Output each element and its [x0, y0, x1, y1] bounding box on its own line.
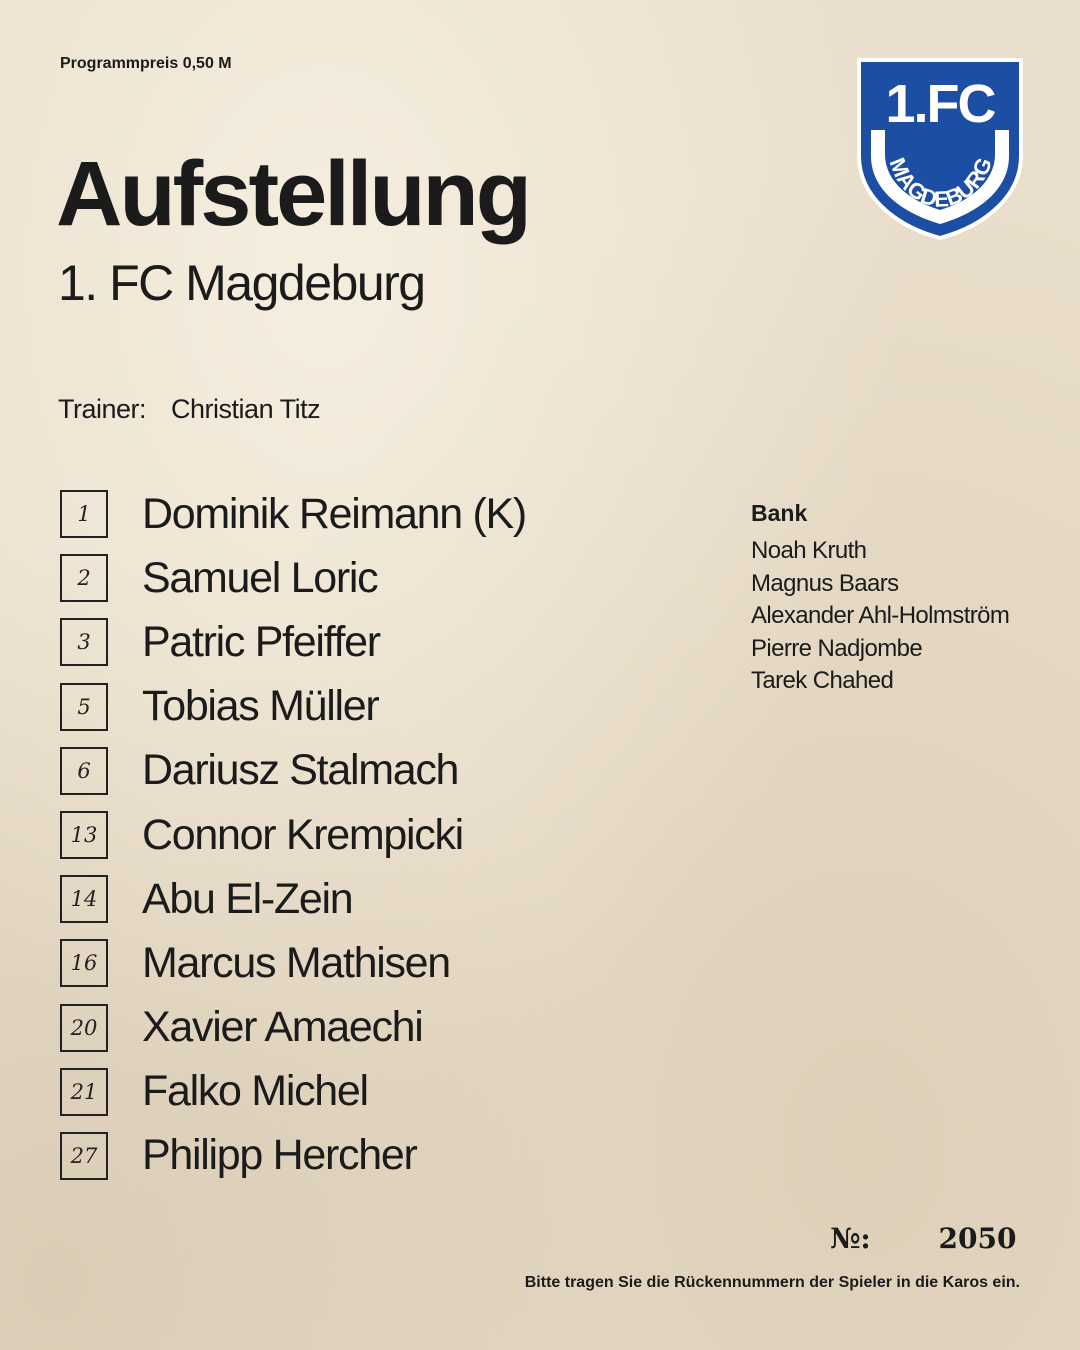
number-box[interactable]: 16 [60, 939, 108, 987]
lineup-row [60, 482, 526, 546]
lineup-row [60, 1124, 526, 1188]
bench-list [751, 535, 1009, 698]
lineup-row [60, 931, 526, 995]
lineup-row [60, 867, 526, 931]
player-name: Xavier Amaechi [142, 1003, 423, 1052]
player-name: Dariusz Stalmach [142, 746, 459, 795]
player-name: Philipp Hercher [142, 1131, 417, 1180]
bench-player: Tarek Chahed [751, 667, 894, 694]
player-name: Connor Krempicki [142, 810, 463, 859]
lineup-row [60, 1060, 526, 1124]
lineup-row [60, 610, 526, 674]
number-box[interactable]: 6 [60, 747, 108, 795]
number-box[interactable]: 5 [60, 683, 108, 731]
program-price: Programmpreis 0,50 M [60, 55, 232, 72]
bench-title: Bank [751, 500, 808, 526]
number-box[interactable]: 2 [60, 554, 108, 602]
player-name: Tobias Müller [142, 682, 379, 731]
player-name: Samuel Loric [142, 553, 378, 602]
bench-player: Alexander Ahl-Holmström [751, 602, 1010, 629]
trainer-label: Trainer: [58, 394, 147, 424]
number-box[interactable]: 13 [60, 811, 108, 859]
number-box[interactable]: 1 [60, 490, 108, 538]
lineup-row [60, 675, 526, 739]
number-box[interactable]: 20 [60, 1004, 108, 1052]
lineup-row [60, 803, 526, 867]
bench-player: Noah Kruth [751, 537, 867, 564]
player-name: Falko Michel [142, 1067, 368, 1116]
trainer-line [58, 394, 320, 425]
number-box[interactable]: 21 [60, 1068, 108, 1116]
number-box[interactable]: 3 [60, 618, 108, 666]
starting-lineup [60, 482, 526, 1188]
lineup-row [60, 739, 526, 803]
player-name: Marcus Mathisen [142, 938, 450, 987]
bench-player: Magnus Baars [751, 569, 899, 597]
serial-number [830, 1222, 1016, 1255]
footer-note: Bitte tragen Sie die Rückennummern der Spieler in die Karos ein. [524, 1274, 1020, 1291]
lineup-row [60, 546, 526, 610]
club-crest-logo [855, 56, 1025, 242]
bench-player: Pierre Nadjombe [751, 634, 923, 662]
number-box[interactable]: 27 [60, 1132, 108, 1180]
trainer-name: Christian Titz [171, 394, 321, 424]
player-name: Dominik Reimann (K) [142, 489, 526, 538]
svg-text:MAGDEBURG: MAGDEBURG [884, 153, 998, 212]
page-title: Aufstellung [56, 143, 529, 245]
team-name: 1. FC Magdeburg [58, 255, 425, 311]
serial-value: 2050 [938, 1222, 1017, 1255]
number-box[interactable]: 14 [60, 875, 108, 923]
bench-section [751, 500, 1009, 698]
serial-label: №: [830, 1222, 871, 1255]
svg-text:1.FC: 1.FC [885, 74, 995, 134]
lineup-row [60, 996, 526, 1060]
player-name: Patric Pfeiffer [142, 617, 380, 666]
player-name: Abu El-Zein [142, 874, 353, 923]
